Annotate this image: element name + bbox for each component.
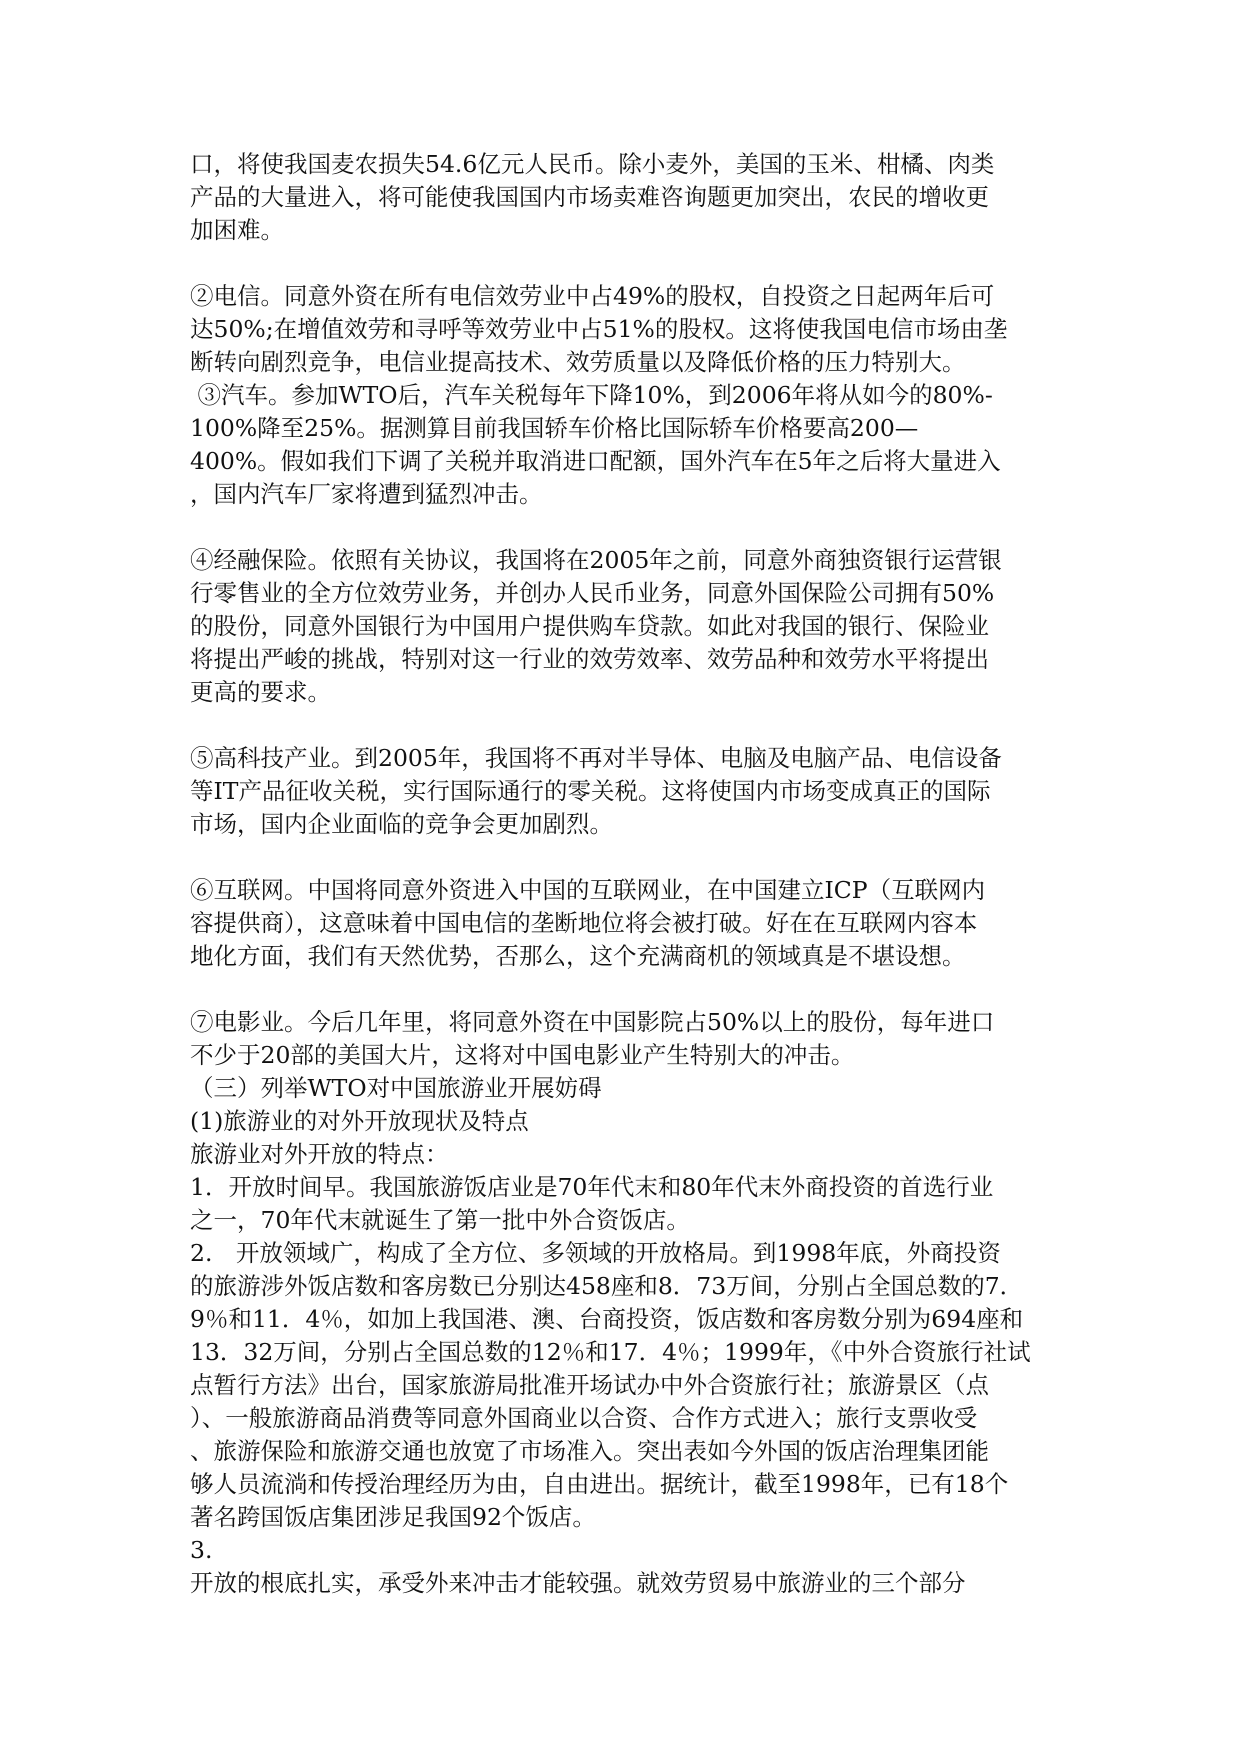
text-line: 行零售业的全方位效劳业务，并创办人民币业务，同意外国保险公司拥有50% xyxy=(190,579,995,607)
text-line: 产品的大量进入，将可能使我国国内市场卖难咨询题更加突出，农民的增收更 xyxy=(190,183,989,211)
text-line: 旅游业对外开放的特点： xyxy=(190,1140,449,1168)
text-line: （三）列举WTO对中国旅游业开展妨碍 xyxy=(190,1074,602,1102)
text-line: (1)旅游业的对外开放现状及特点 xyxy=(190,1107,529,1135)
text-line: 1．开放时间早。我国旅游饭店业是70年代末和80年代末外商投资的首选行业 xyxy=(190,1173,994,1201)
text-line: 更高的要求。 xyxy=(190,678,331,706)
text-line: 3. xyxy=(190,1536,213,1564)
paragraph-gap xyxy=(190,247,1070,280)
text-line: 断转向剧烈竞争，电信业提高技术、效劳质量以及降低价格的压力特别大。 xyxy=(190,348,966,376)
text-line: 著名跨国饭店集团涉足我国92个饭店。 xyxy=(190,1503,596,1531)
paragraph-gap xyxy=(190,973,1070,1006)
text-line: 加困难。 xyxy=(190,216,284,244)
text-line: 100%降至25%。据测算目前我国轿车价格比国际轿车价格要高200— xyxy=(190,414,919,442)
paragraph-gap xyxy=(190,841,1070,874)
text-line: 的旅游涉外饭店数和客房数已分别达458座和8．73万间，分别占全国总数的7． xyxy=(190,1272,1024,1300)
text-line: 的股份，同意外国银行为中国用户提供购车贷款。如此对我国的银行、保险业 xyxy=(190,612,989,640)
text-line: ④经融保险。依照有关协议，我国将在2005年之前，同意外商独资银行运营银 xyxy=(190,546,1002,574)
text-line: ⑤高科技产业。到2005年，我国将不再对半导体、电脑及电脑产品、电信设备 xyxy=(190,744,1002,772)
text-line: 不少于20部的美国大片，这将对中国电影业产生特别大的冲击。 xyxy=(190,1041,855,1069)
text-line: 开放的根底扎实，承受外来冲击才能较强。就效劳贸易中旅游业的三个部分 xyxy=(190,1569,966,1597)
text-line: 13．32万间，分别占全国总数的12％和17．4％；1999年，《中外合资旅行社试 xyxy=(190,1338,1031,1366)
text-line: 地化方面，我们有天然优势，否那么，这个充满商机的领域真是不堪设想。 xyxy=(190,942,966,970)
paragraph-gap xyxy=(190,709,1070,742)
text-line: ②电信。同意外资在所有电信效劳业中占49%的股权，自投资之日起两年后可 xyxy=(190,282,995,310)
paragraph-gap xyxy=(190,511,1070,544)
text-line: 400%。假如我们下调了关税并取消进口配额，国外汽车在5年之后将大量进入 xyxy=(190,447,1001,475)
text-line: 、旅游保险和旅游交通也放宽了市场准入。突出表如今外国的饭店治理集团能 xyxy=(190,1437,989,1465)
text-line: 市场，国内企业面临的竞争会更加剧烈。 xyxy=(190,810,613,838)
text-line: ⑥互联网。中国将同意外资进入中国的互联网业，在中国建立ICP（互联网内 xyxy=(190,876,986,904)
document-body xyxy=(190,148,1070,1600)
text-line: 等IT产品征收关税，实行国际通行的零关税。这将使国内市场变成真正的国际 xyxy=(190,777,991,805)
text-line: 够人员流淌和传授治理经历为由，自由进出。据统计，截至1998年，已有18个 xyxy=(190,1470,1009,1498)
text-line: 9％和11．4％，如加上我国港、澳、台商投资，饭店数和客房数分别为694座和 xyxy=(190,1305,1024,1333)
text-line: ⑦电影业。今后几年里，将同意外资在中国影院占50%以上的股份，每年进口 xyxy=(190,1008,995,1036)
text-line: 容提供商），这意味着中国电信的垄断地位将会被打破。好在在互联网内容本 xyxy=(190,909,978,937)
text-line: 2. 开放领域广，构成了全方位、多领域的开放格局。到1998年底，外商投资 xyxy=(190,1239,1001,1267)
text-line: 之一，70年代末就诞生了第一批中外合资饭店。 xyxy=(190,1206,690,1234)
text-line: ）、一般旅游商品消费等同意外国商业以合资、合作方式进入；旅行支票收受 xyxy=(190,1404,978,1432)
text-line: ③汽车。参加WTO后，汽车关税每年下降10%，到2006年将从如今的80%- xyxy=(190,381,993,409)
text-line: 达50%;在增值效劳和寻呼等效劳业中占51%的股权。这将使我国电信市场由垄 xyxy=(190,315,1008,343)
text-line: 将提出严峻的挑战，特别对这一行业的效劳效率、效劳品种和效劳水平将提出 xyxy=(190,645,989,673)
text-line: 点暂行方法》出台，国家旅游局批准开场试办中外合资旅行社；旅游景区（点 xyxy=(190,1371,989,1399)
text-line: ，国内汽车厂家将遭到猛烈冲击。 xyxy=(190,480,543,508)
text-line: 口，将使我国麦农损失54.6亿元人民币。除小麦外，美国的玉米、柑橘、肉类 xyxy=(190,150,995,178)
